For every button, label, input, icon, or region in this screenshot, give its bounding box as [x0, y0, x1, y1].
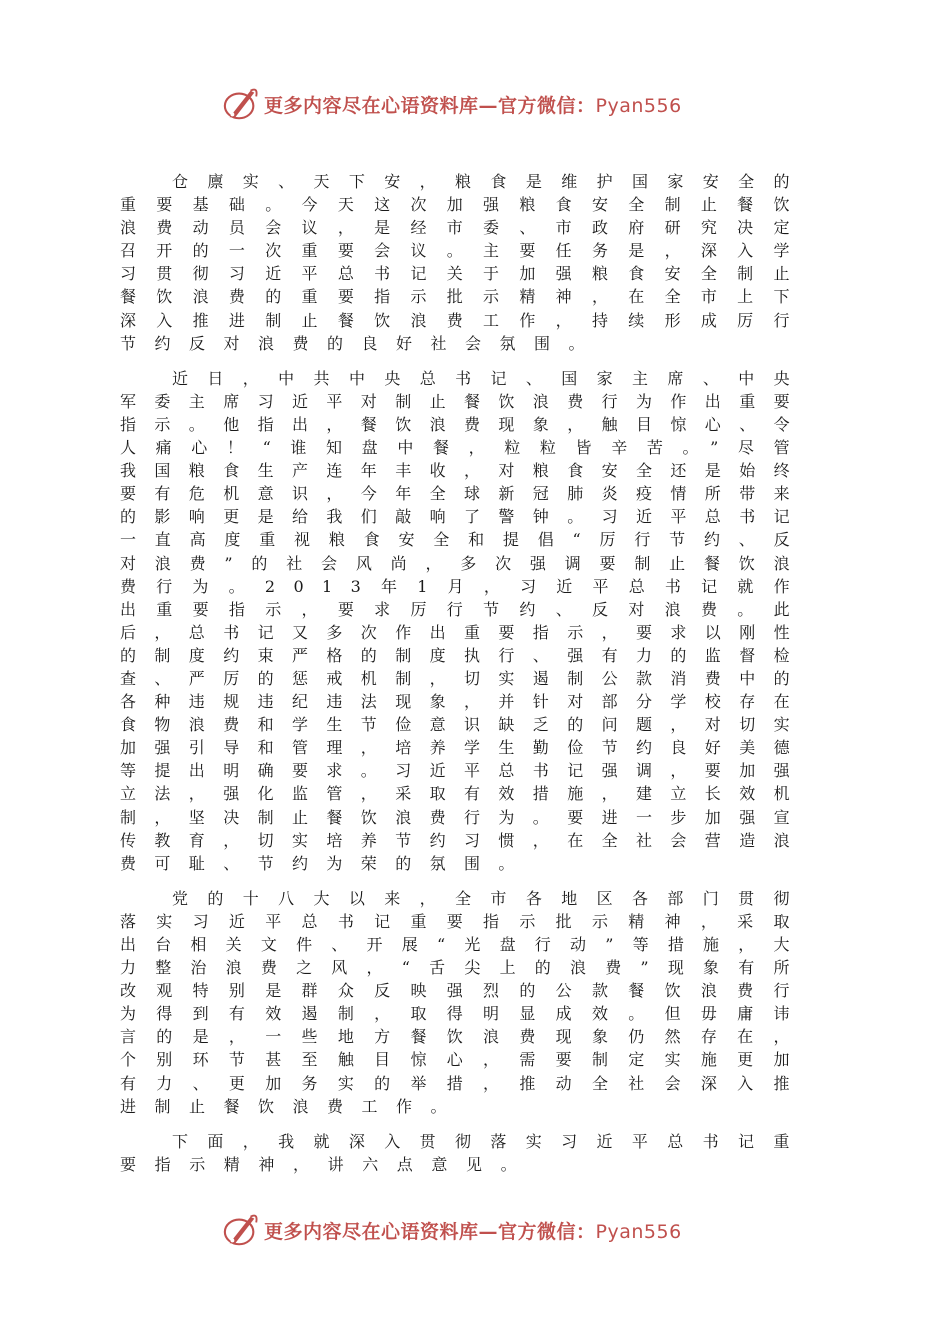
paragraph-3: 党的十八大以来，全市各地区各部门贯彻落实习近平总书记重要指示批示精神，采取出台相关文件、开展“光盘行动”等措施，大力整治浪费之风，“舌尖上的浪费”现象有所改观特别是群众反映强烈的公款餐饮浪费行为得到有效遏制，取得明显成效。但毋庸讳言的是，一些地方餐饮浪费现象仍然存在，个别环节甚至触目惊心，需要制定实施更加有力、更加务实的举措，推动全社会深入推进制止餐饮浪费工作。 — [120, 888, 808, 1116]
quill-logo-icon — [222, 84, 260, 124]
paragraph-2: 近日，中共中央总书记、国家主席、中央军委主席习近平对制止餐饮浪费行为作出重要指示。他指出，餐饮浪费现象，触目惊心、令人痛心！“谁知盘中餐，粒粒皆辛苦。”尽管我国粮食生产连年丰收，对粮食安全还是始终要有危机意识，今年全球新冠肺炎疫情所带来的影响更是给我们敲响了警钟。习近平总书记一直高度重视粮食安全和提倡“厉行节约、反对浪费”的社会风尚，多次强调要制止餐饮浪费行为。2013年1月，习近平总书记就作出重要指示，要求厉行节约、反对浪费。此后，总书记又多次作出重要指示，要求以刚性的制度约束严格的制度执行、强有力的监督检查、严厉的惩戒机制，切实遏制公款消费中的各种违规违纪违法现象，并针对部分学校存在食物浪费和学生节俭意识缺乏的问题，对切实加强引导和管理，培养学生勤俭节约良好美德等提出明确要求。习近平总书记强调，要加强立法，强化监管，采取有效措施，建立长效机制，坚决制止餐饮浪费行为。要进一步加强宣传教育，切实培养节约习惯，在全社会营造浪费可耻、节约为荣的氛围。 — [120, 368, 809, 873]
watermark-banner-bottom — [0, 1208, 950, 1252]
watermark-banner-top — [0, 82, 950, 126]
watermark-text: 更多内容尽在心语资料库—官方微信：Pyan556 — [264, 94, 682, 117]
watermark-inner — [222, 1208, 682, 1252]
watermark-text: 更多内容尽在心语资料库—官方微信：Pyan556 — [264, 1220, 682, 1243]
document-body — [120, 170, 808, 1188]
quill-logo-icon — [222, 1210, 260, 1250]
paragraph-4: 下面，我就深入贯彻落实习近平总书记重要指示精神，讲六点意见。 — [120, 1131, 808, 1174]
watermark-inner — [222, 82, 682, 126]
paragraph-1: 仓廪实、天下安，粮食是维护国家安全的重要基础。今天这次加强粮食安全制止餐饮浪费动员会议，是经市委、市政府研究决定召开的一次重要会议。主要任务是，深入学习贯彻习近平总书记关于加强粮食安全制止餐饮浪费的重要指示批示精神，在全市上下深入推进制止餐饮浪费工作，持续形成厉行节约反对浪费的良好社会氛围。 — [120, 172, 808, 353]
